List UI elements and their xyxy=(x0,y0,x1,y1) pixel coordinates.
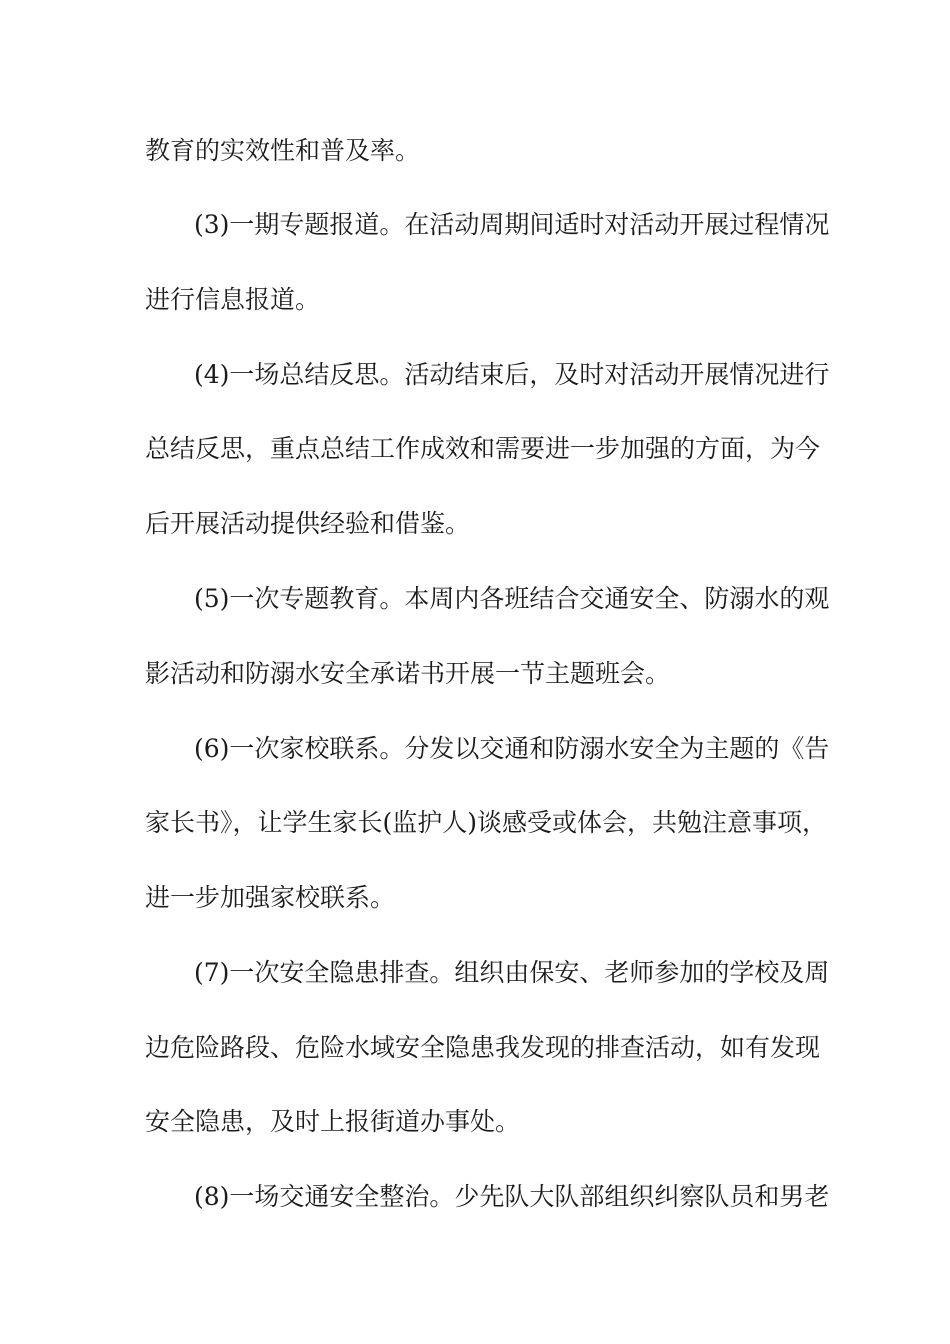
paragraph-6-start: (6)一次家校联系。分发以交通和防溺水安全为主题的《告 xyxy=(194,734,830,763)
text-line: 安全隐患，及时上报街道办事处。 xyxy=(145,1107,521,1136)
paragraph-3-start: (3)一期专题报道。在活动周期间适时对活动开展过程情况 xyxy=(194,210,830,239)
text-line: 后开展活动提供经验和借鉴。 xyxy=(145,509,471,538)
text-line: 进行信息报道。 xyxy=(145,285,321,314)
paragraph-7-start: (7)一次安全隐患排查。组织由保安、老师参加的学校及周 xyxy=(194,958,830,987)
paragraph-4-start: (4)一场总结反思。活动结束后，及时对活动开展情况进行 xyxy=(194,360,830,389)
paragraph-5-start: (5)一次专题教育。本周内各班结合交通安全、防溺水的观 xyxy=(194,584,830,613)
text-line: 影活动和防溺水安全承诺书开展一节主题班会。 xyxy=(145,659,671,688)
paragraph-8-start: (8)一场交通安全整治。少先队大队部组织纠察队员和男老 xyxy=(194,1182,830,1211)
text-line: 进一步加强家校联系。 xyxy=(145,883,396,912)
text-line: 教育的实效性和普及率。 xyxy=(145,136,421,165)
text-line: 边危险路段、危险水域安全隐患我发现的排查活动，如有发现 xyxy=(145,1033,821,1062)
text-line: 总结反思，重点总结工作成效和需要进一步加强的方面，为今 xyxy=(145,434,821,463)
text-line: 家长书》，让学生家长(监护人)谈感受或体会，共勉注意事项， xyxy=(145,808,828,837)
